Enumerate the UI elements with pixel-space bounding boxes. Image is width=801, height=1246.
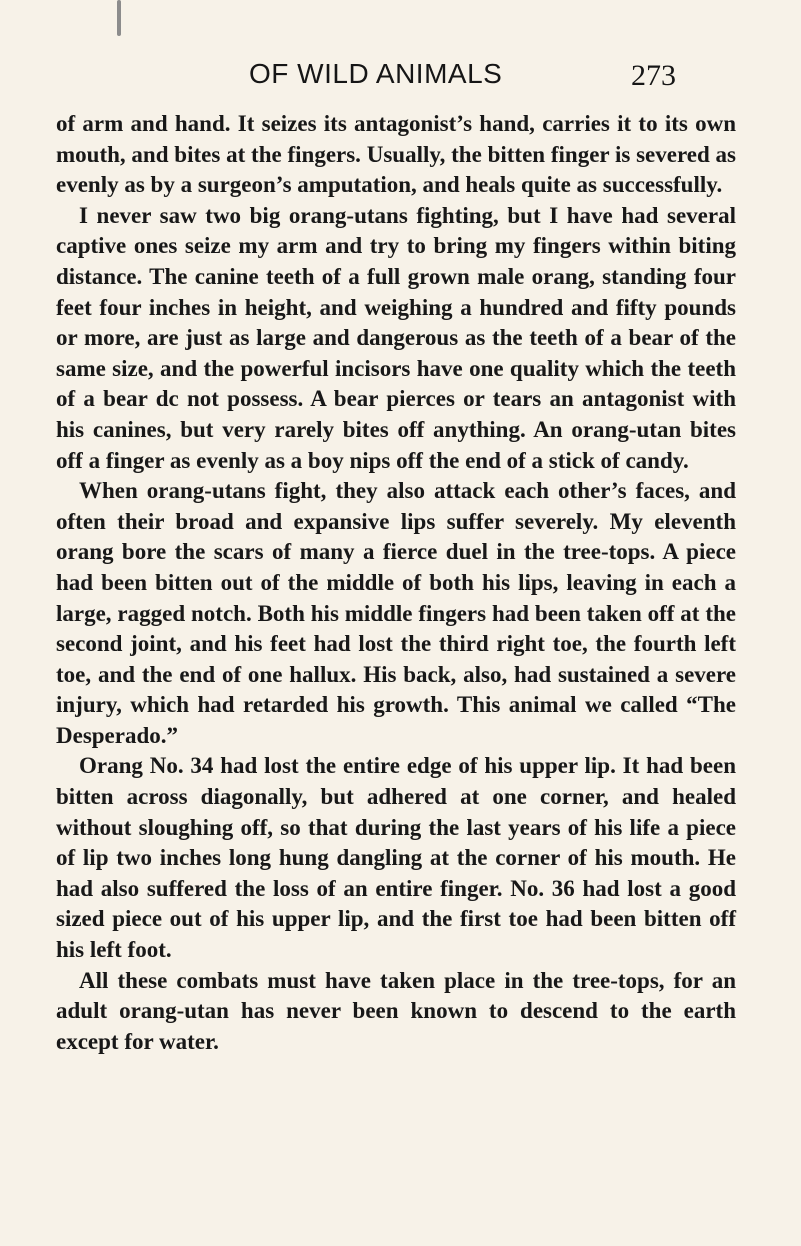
- body-text: [56, 109, 736, 1057]
- paragraph: All these combats must have taken place in the tree-tops, for an adult orang-utan has never been known to descend to the earth except for water.: [56, 967, 736, 1054]
- paragraph: of arm and hand. It seizes its antagonist’s hand, carries it to its own mouth, and bites at the fingers. Usually, the bitten finger is severed as evenly as by a surgeon’s amputation, and heals quite as successfully.: [56, 111, 736, 198]
- paragraph: When orang-utans fight, they also attack each other’s faces, and often their broad and expansive lips suffer severely. My eleventh orang bore the scars of many a fierce duel in the tree-tops. A piece had been bitten out of the middle of both his lips, leaving in each a large, ragged notch. Both his middle fingers had been taken off at the second joint, and his feet had lost the third right toe, the fourth left toe, and the end of one hallux. His back, also, had sustained a severe injury, which had retarded his growth. This animal we called “The Desperado.”: [56, 478, 736, 748]
- page-edge-mark: [117, 0, 121, 36]
- running-head: [0, 56, 801, 92]
- paragraph: I never saw two big orang-utans fighting, but I have had several captive ones seize my arm and try to bring my fingers within biting distance. The canine teeth of a full grown male orang, standing four feet four inches in height, and weighing a hundred and fifty pounds or more, are just as large and dangerous as the teeth of a bear of the same size, and the powerful incisors have one quality which the teeth of a bear dc not possess. A bear pierces or tears an antagonist with his canines, but very rarely bites off anything. An orang-utan bites off a finger as evenly as a boy nips off the end of a stick of candy.: [56, 202, 736, 473]
- paragraph: Orang No. 34 had lost the entire edge of his upper lip. It had been bitten across diagonally, but adhered at one corner, and healed without sloughing off, so that during the last years of his life a piece of lip two inches long hung dangling at the corner of his mouth. He had also suffered the loss of an entire finger. No. 36 had lost a good sized piece out of his upper lip, and the first toe had been bitten off his left foot.: [56, 753, 736, 963]
- running-head-title: OF WILD ANIMALS: [249, 58, 503, 89]
- page-number: 273: [631, 59, 676, 92]
